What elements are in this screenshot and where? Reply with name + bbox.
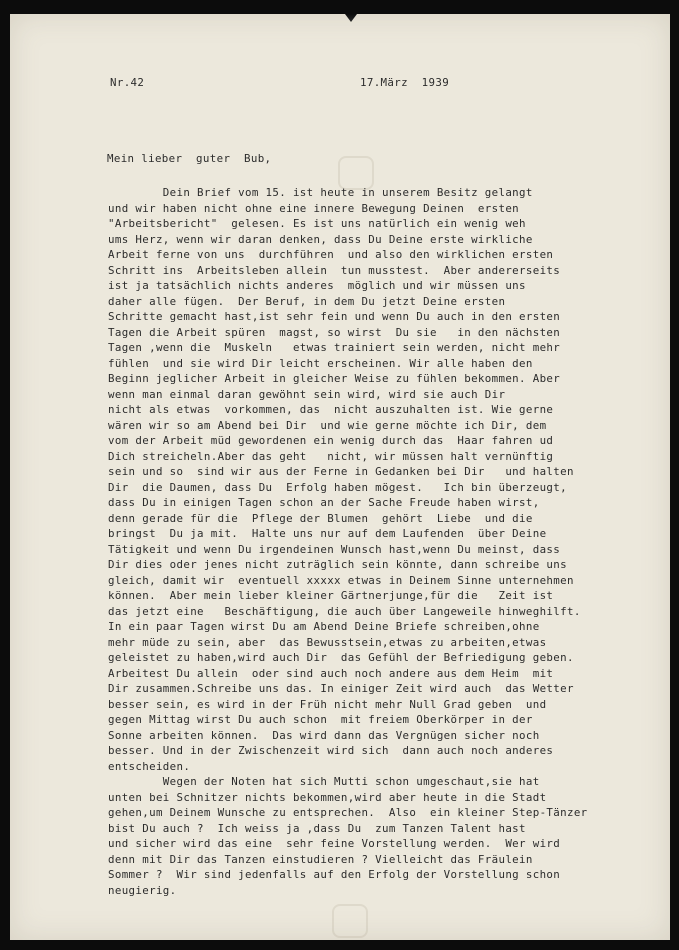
letter-line: bist Du auch ? Ich weiss ja ,dass Du zum Tanzen Talent hast [108,821,526,835]
letter-line: besser. Und in der Zwischenzeit wird sich dann auch noch anderes [108,744,554,757]
letter-line: unten bei Schnitzer nichts bekommen,wird aber heute in die Stadt [108,790,547,804]
letter-line: "Arbeitsbericht" gelesen. Es ist uns natürlich ein wenig weh [108,217,526,230]
letter-line: denn mit Dir das Tanzen einstudieren ? Vielleicht das Fräulein [108,852,533,866]
letter-line: Sommer ? Wir sind jedenfalls auf den Erfolg der Vorstellung schon [108,868,561,881]
letter-line: Arbeitest Du allein oder sind auch noch andere aus dem Heim mit [108,666,554,680]
letter-line: Wegen der Noten hat sich Mutti schon umgeschaut,sie hat [108,775,540,788]
letter-line: Schritt ins Arbeitsleben allein tun musstest. Aber andererseits [108,263,561,277]
top-fold-notch [345,14,357,22]
letter-line: sein und so sind wir aus der Ferne in Gedanken bei Dir und halten [108,465,574,478]
letter-page [10,14,670,940]
letter-line: Sonne arbeiten können. Das wird dann das Vergnügen sicher noch [108,728,540,742]
letter-line: geleistet zu haben,wird auch Dir das Gefühl der Befriedigung geben. [108,651,574,664]
letter-line: ums Herz, wenn wir daran denken, dass Du Deine erste wirkliche [108,232,533,246]
letter-line: wären wir so am Abend bei Dir und wie gerne möchte ich Dir, dem [108,418,547,432]
letter-line: gehen,um Deinem Wunsche zu entsprechen. Also ein kleiner Step-Tänzer [108,806,588,819]
letter-line: das jetzt eine Beschäftigung, die auch über Langeweile hinweghilft. [108,604,581,618]
watermark-mark [332,904,368,938]
letter-body [108,185,588,898]
letter-line: daher alle fügen. Der Beruf, in dem Du jetzt Deine ersten [108,294,506,308]
letter-line: Dir die Daumen, dass Du Erfolg haben mögest. Ich bin überzeugt, [108,480,567,494]
letter-line: vom der Arbeit müd gewordenen ein wenig durch das Haar fahren ud [108,434,554,447]
letter-line: denn gerade für die Pflege der Blumen gehört Liebe und die [108,511,533,525]
letter-line: neugierig. [108,883,177,897]
letter-line: entscheiden. [108,759,191,773]
letter-line: und wir haben nicht ohne eine innere Bewegung Deinen ersten [108,201,520,215]
letter-line: Arbeit ferne von uns durchführen und also den wirklichen ersten [108,248,554,261]
letter-line: und sicher wird das eine sehr feine Vorstellung werden. Wer wird [108,837,561,850]
letter-line: nicht als etwas vorkommen, das nicht auszuhalten ist. Wie gerne [108,403,554,416]
letter-line: Dein Brief vom 15. ist heute in unserem Besitz gelangt [108,186,533,199]
letter-line: besser sein, es wird in der Früh nicht mehr Null Grad geben und [108,697,547,711]
letter-line: gegen Mittag wirst Du auch schon mit freiem Oberkörper in der [108,713,533,726]
letter-line: Tagen ,wenn die Muskeln etwas trainiert sein werden, nicht mehr [108,341,561,354]
letter-line: fühlen und sie wird Dir leicht erscheinen. Wir alle haben den [108,356,533,370]
letter-line: ist ja tatsächlich nichts anderes möglich und wir müssen uns [108,279,526,292]
letter-line: können. Aber mein lieber kleiner Gärtnerjunge,für die Zeit ist [108,589,554,602]
salutation: Mein lieber guter Bub, [107,152,272,165]
letter-line: gleich, damit wir eventuell xxxxx etwas in Deinem Sinne unternehmen [108,573,574,587]
letter-line: dass Du in einigen Tagen schon an der Sache Freude haben wirst, [108,496,540,509]
letter-line: Dich streicheln.Aber das geht nicht, wir müssen halt vernünftig [108,449,554,463]
letter-line: bringst Du ja mit. Halte uns nur auf dem Laufenden über Deine [108,527,547,540]
letter-date: 17.März 1939 [360,76,450,89]
letter-line: Schritte gemacht hast,ist sehr fein und wenn Du auch in den ersten [108,310,561,323]
letter-line: mehr müde zu sein, aber das Bewusstsein,etwas zu arbeiten,etwas [108,635,547,649]
letter-line: Dir dies oder jenes nicht zuträglich sein könnte, dann schreibe uns [108,558,567,571]
letter-line: wenn man einmal daran gewöhnt sein wird, wird sie auch Dir [108,387,506,401]
letter-number: Nr.42 [110,76,145,89]
letter-line: Beginn jeglicher Arbeit in gleicher Weise zu fühlen bekommen. Aber [108,372,561,385]
letter-line: In ein paar Tagen wirst Du am Abend Deine Briefe schreiben,ohne [108,620,540,633]
letter-line: Dir zusammen.Schreibe uns das. In einiger Zeit wird auch das Wetter [108,682,574,695]
letter-line: Tätigkeit und wenn Du irgendeinen Wunsch hast,wenn Du meinst, dass [108,542,561,556]
letter-line: Tagen die Arbeit spüren magst, so wirst Du sie in den nächsten [108,325,561,339]
